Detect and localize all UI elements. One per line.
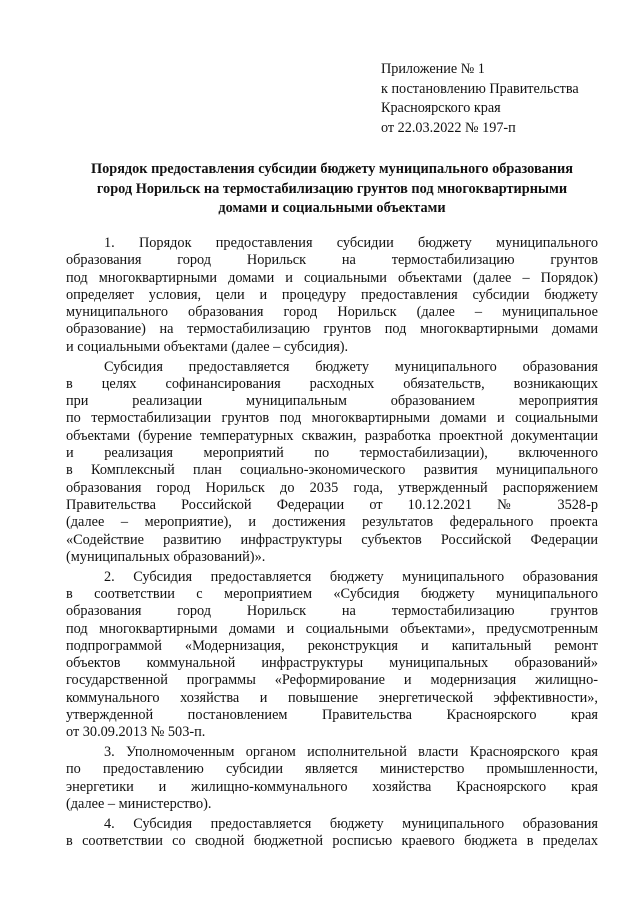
annex-line: от 22.03.2022 № 197-п bbox=[381, 119, 516, 136]
paragraph-line: по термостабилизации грунтов под многоквартирными домами и социальными bbox=[66, 410, 598, 427]
paragraph-line: 3. Уполномоченным органом исполнительной власти Красноярского края bbox=[104, 744, 598, 761]
paragraph-line: (далее – министерство). bbox=[66, 796, 212, 812]
paragraph-line: в соответствии со сводной бюджетной росписью краевого бюджета в пределах bbox=[66, 833, 598, 850]
annex-line: к постановлению Правительства bbox=[381, 80, 579, 97]
paragraph-line: по предоставлению субсидии является министерство промышленности, bbox=[66, 761, 598, 778]
annex-line: Красноярского края bbox=[381, 100, 501, 116]
paragraph-line: и реализация мероприятий по термостабилизации), включенного bbox=[66, 445, 598, 462]
paragraph bbox=[66, 816, 598, 851]
paragraph-line: «Содействие развитию инфраструктуры субъектов Российской Федерации bbox=[66, 531, 598, 548]
paragraph-line: (муниципальных образований)». bbox=[66, 548, 266, 565]
paragraph-line: Правительства Российской Федерации от 10.12.2021 № 3528-р bbox=[66, 496, 598, 513]
paragraph-line: объектов коммунальной инфраструктуры муниципальных образований» bbox=[66, 655, 598, 672]
paragraph-line: (далее – мероприятие), и достижения результатов федерального проекта bbox=[66, 514, 598, 531]
paragraph-line: утвержденной постановлением Правительства Красноярского края bbox=[66, 707, 598, 724]
paragraph bbox=[66, 359, 598, 567]
paragraph-line: подпрограммой «Модернизация, реконструкция и капитальный ремонт bbox=[66, 637, 598, 654]
paragraph-line: 1. Порядок предоставления субсидии бюджету муниципального bbox=[104, 235, 598, 251]
paragraph-line: при реализации муниципальным образованием мероприятия bbox=[66, 393, 598, 410]
paragraph-line: образования город Норильск на термостабилизацию грунтов bbox=[66, 603, 598, 620]
document-title bbox=[66, 160, 598, 219]
paragraph-line: 4. Субсидия предоставляется бюджету муниципального образования bbox=[104, 815, 598, 832]
paragraph-line: в целях софинансирования расходных обязательств, возникающих bbox=[66, 375, 598, 392]
annex-header bbox=[381, 60, 579, 138]
title-line: город Норильск на термостабилизацию грунтов под многоквартирными bbox=[96, 180, 568, 197]
paragraph-line: муниципального образования город Норильск (далее – муниципальное bbox=[66, 304, 598, 321]
paragraph-line: государственной программы «Реформирование и модернизация жилищно- bbox=[66, 672, 598, 689]
title-line: Порядок предоставления субсидии бюджету муниципального образования bbox=[90, 161, 574, 177]
paragraph-line: Субсидия предоставляется бюджету муниципального образования bbox=[104, 358, 598, 375]
paragraph bbox=[66, 235, 598, 356]
paragraph-line: образования город Норильск на термостабилизацию грунтов bbox=[66, 252, 598, 269]
paragraph-line: в соответствии с мероприятием «Субсидия бюджету муниципального bbox=[66, 585, 598, 602]
paragraph-line: энергетики и жилищно-коммунального хозяйства Красноярского края bbox=[66, 778, 598, 795]
paragraph-line: под многоквартирными домами и социальными объектами (далее – Порядок) bbox=[66, 269, 598, 286]
paragraph-line: образование) на термостабилизацию грунтов под многоквартирными домами bbox=[66, 321, 598, 338]
paragraph-line: под многоквартирными домами и социальными объектами», предусмотренным bbox=[66, 620, 598, 637]
paragraph-line: образования город Норильск до 2035 года, утвержденный распоряжением bbox=[66, 479, 598, 496]
paragraph-line: объектами (бурение температурных скважин, разработка проектной документации bbox=[66, 427, 598, 444]
paragraph bbox=[66, 569, 598, 742]
annex-line: Приложение № 1 bbox=[381, 61, 485, 77]
paragraph-line: определяет условия, цели и процедуру предоставления субсидии бюджету bbox=[66, 286, 598, 303]
title-line: домами и социальными объектами bbox=[218, 200, 446, 216]
paragraph-line: и социальными объектами (далее – субсидия). bbox=[66, 338, 349, 355]
paragraph-line: коммунального хозяйства и повышение энергетической эффективности», bbox=[66, 689, 598, 706]
paragraph-line: от 30.09.2013 № 503-п. bbox=[66, 724, 206, 741]
paragraph-line: в Комплексный план социально-экономического развития муниципального bbox=[66, 462, 598, 479]
document-body bbox=[66, 235, 598, 853]
paragraph-line: 2. Субсидия предоставляется бюджету муниципального образования bbox=[104, 568, 598, 585]
paragraph bbox=[66, 744, 598, 813]
